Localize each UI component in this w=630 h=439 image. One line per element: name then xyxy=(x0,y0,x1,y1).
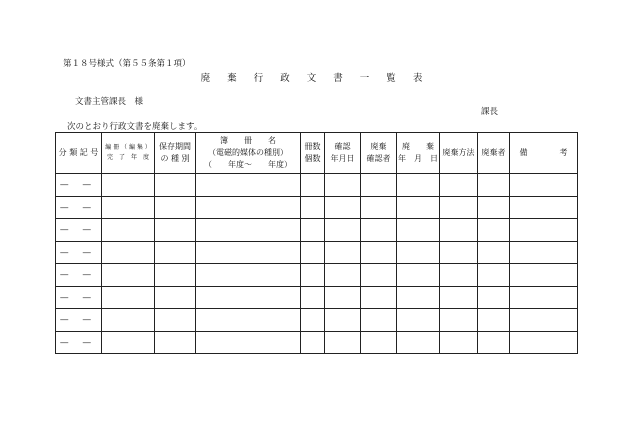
document-title: 廃 棄 行 政 文 書 一 覧 表 xyxy=(200,73,430,84)
table-row xyxy=(56,331,578,354)
classification-cell: ― ― xyxy=(56,286,102,309)
header-disposer: 廃棄者 xyxy=(478,133,510,174)
header-retention-type: 保存期間 の 種 別 xyxy=(155,133,196,174)
table-row xyxy=(56,219,578,242)
classification-cell: ― ― xyxy=(56,264,102,287)
header-confirm-date: 確認 年月日 xyxy=(325,133,361,174)
header-volume-count: 冊数 個数 xyxy=(301,133,325,174)
classification-cell: ― ― xyxy=(56,241,102,264)
header-register-name: 簿 冊 名 （電磁的媒体の種別） （ 年度～ 年度） xyxy=(196,133,301,174)
table-row xyxy=(56,286,578,309)
table-row xyxy=(56,196,578,219)
disposal-table xyxy=(55,132,578,354)
form-number: 第１８号様式（第５５条第１項） xyxy=(63,59,191,69)
addressee: 文書主管課長 様 xyxy=(75,97,144,107)
classification-cell: ― ― xyxy=(56,219,102,242)
classification-cell: ― ― xyxy=(56,174,102,197)
header-disposal-date: 廃 棄 年 月 日 xyxy=(397,133,440,174)
table-row xyxy=(56,241,578,264)
intro-text: 次のとおり行政文書を廃棄します。 xyxy=(67,122,203,132)
header-remarks: 備 考 xyxy=(510,133,578,174)
table-row xyxy=(56,309,578,332)
classification-cell: ― ― xyxy=(56,309,102,332)
header-classification: 分 類 記 号 xyxy=(56,133,102,174)
table-header-row xyxy=(56,133,578,174)
table-row xyxy=(56,264,578,287)
sender-title: 課長 xyxy=(481,107,499,117)
classification-cell: ― ― xyxy=(56,196,102,219)
header-compiled-year: 編 冊 （ 編 集 ） 完 了 年 度 xyxy=(102,133,155,174)
header-confirmer: 廃棄 確認者 xyxy=(361,133,397,174)
header-disposal-method: 廃棄方法 xyxy=(440,133,478,174)
classification-cell: ― ― xyxy=(56,331,102,354)
table-row xyxy=(56,174,578,197)
